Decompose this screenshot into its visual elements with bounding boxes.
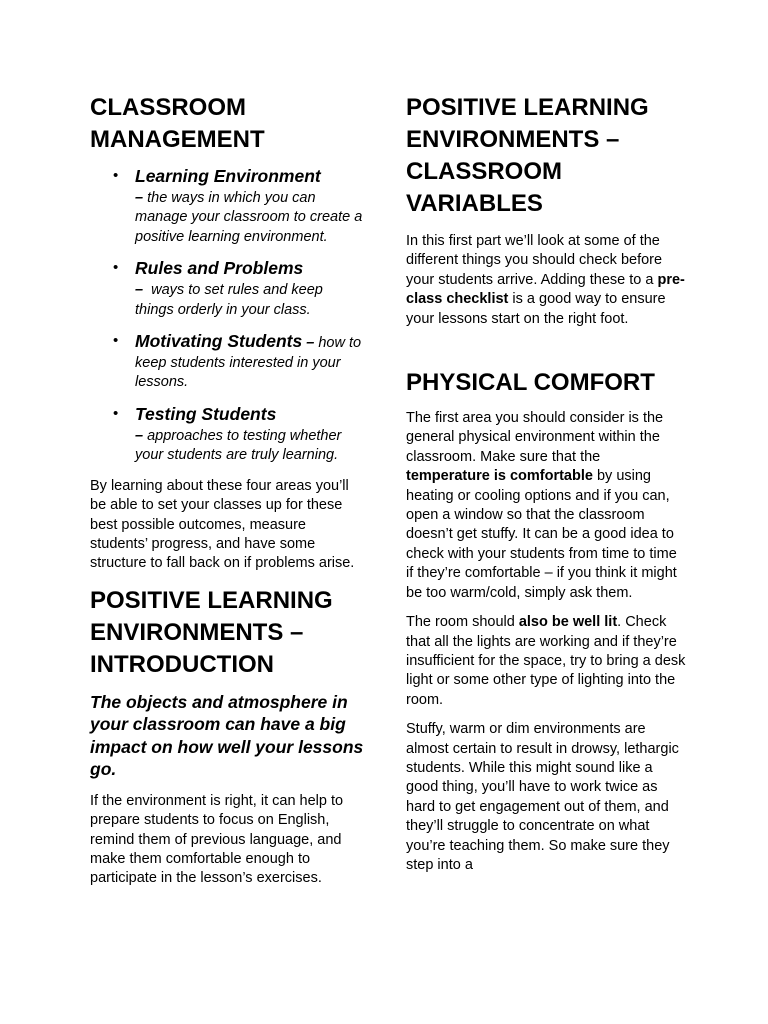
heading-line: MANAGEMENT [90,126,265,153]
heading-line: POSITIVE LEARNING [406,94,649,121]
topic-dash: – [135,189,144,206]
topic-description: the ways in which you can manage your classroom to create a positive learning environment. [135,189,363,245]
text-run: The first area you should consider is the general physical environment within the classroom. Make sure that the [406,410,664,465]
lighting-paragraph [406,613,686,710]
summary-paragraph: By learning about these four areas you’ll be able to set your classes up for these best possible outcomes, measure students’ progress, and have some structure to fall back on if problems arise. [90,477,355,572]
heading-line: ENVIRONMENTS – [90,618,304,646]
heading-line: CLASSROOM [90,94,246,121]
heading-line: POSITIVE LEARNING [90,586,333,614]
bullet-icon: • [113,332,119,350]
temperature-emphasis: temperature is comfortable [406,468,593,485]
text-run: is a good way to ensure your lessons start on the right foot. [406,291,666,327]
topics-list [90,166,365,466]
topic-description: how to keep students interested in your lessons. [135,335,362,391]
classroom-variables-heading [406,92,686,220]
physical-comfort-heading: PHYSICAL COMFORT [406,369,655,397]
topic-title: Motivating Students [135,331,303,352]
lighting-emphasis: also be well lit [518,614,618,631]
topic-title: Rules and Problems [135,258,304,279]
text-run: The room should [406,614,519,631]
list-item [90,258,365,320]
topic-dash: – [306,335,315,352]
introduction-paragraph: If the environment is right, it can help to prepare students to focus on English, remind them of previous language, and make them comfortable enough to participate in the lesson’s exercises. [90,792,344,887]
heading-line: VARIABLES [406,190,543,217]
topic-description: ways to set rules and keep things orderly in your class. [135,281,323,318]
temperature-paragraph [406,409,686,603]
topic-dash: – [135,281,144,298]
environment-paragraph: Stuffy, warm or dim environments are almost certain to result in drowsy, lethargic students. While this might sound like a good thing, you’ll have to work twice as hard to get engagement out of them, and they’ll struggle to concentrate on what you’re teaching them. So make sure they step into a [406,721,679,873]
left-column [90,92,365,889]
bullet-icon: • [113,167,119,184]
topic-dash: – [135,427,144,444]
heading-line: CLASSROOM [406,158,562,185]
list-item [90,331,365,393]
text-run: In this first part we’ll look at some of the different things you should check before your students arrive. Adding these to a [406,233,663,288]
topic-title: Testing Students [135,403,277,424]
topic-description: approaches to testing whether your students are truly learning. [135,427,342,464]
bullet-icon: • [113,259,119,277]
list-item [90,404,365,466]
heading-line: INTRODUCTION [90,650,274,678]
introduction-lede: The objects and atmosphere in your classroom can have a big impact on how well your lessons go. [90,691,364,780]
pre-class-checklist-emphasis: pre-class checklist [406,271,685,308]
topic-title: Learning Environment [135,166,321,186]
heading-line: ENVIRONMENTS – [406,126,620,153]
variables-paragraph [406,232,686,329]
list-item [90,166,365,247]
text-run: by using heating or cooling options and if you can, open a window so that the classroom doesn’t get stuffy. It can be a good idea to check with your students from time to time if they’re comfortable – if you think it might be too warm/cold, simply ask them. [406,468,677,601]
bullet-icon: • [113,404,119,422]
introduction-heading [90,585,365,681]
classroom-management-heading [90,92,365,156]
right-column [406,92,686,875]
text-run: . Check that all the lights are working and if they’re insufficient for the space, try to bring a desk light or some other type of lighting into the room. [406,614,686,708]
